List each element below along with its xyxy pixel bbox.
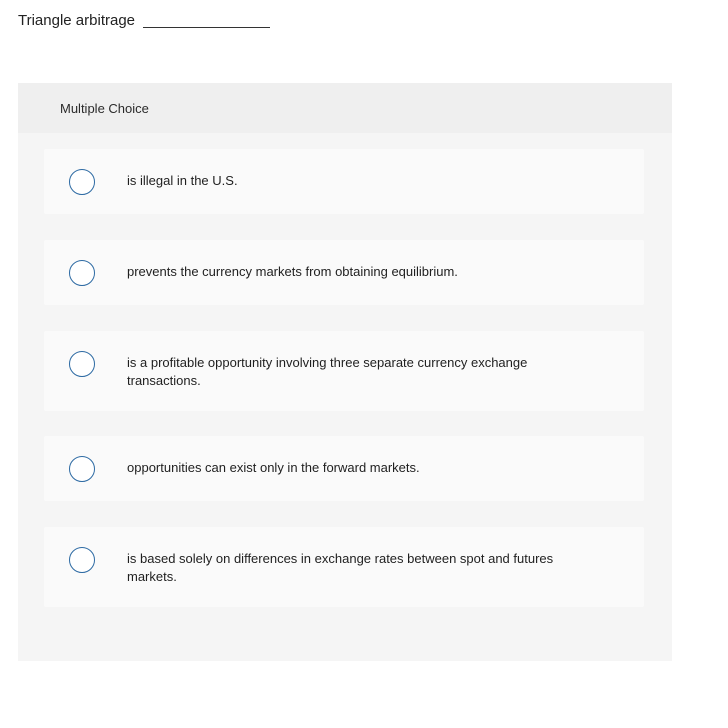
- question-text: Triangle arbitrage: [18, 12, 136, 29]
- radio-button[interactable]: [69, 169, 95, 195]
- option-label: opportunities can exist only in the forward markets.: [127, 460, 420, 475]
- multiple-choice-options: [18, 133, 672, 661]
- option-label: prevents the currency markets from obtaining equilibrium.: [127, 264, 458, 279]
- radio-button[interactable]: [69, 260, 95, 286]
- multiple-choice-panel: [18, 83, 672, 661]
- multiple-choice-label: Multiple Choice: [60, 100, 149, 116]
- option-1[interactable]: [44, 149, 644, 214]
- radio-button[interactable]: [69, 351, 95, 377]
- option-label: is based solely on differences in exchange rates between spot and futures markets.: [127, 551, 554, 584]
- option-2[interactable]: [44, 240, 644, 305]
- option-5[interactable]: [44, 527, 644, 607]
- option-3[interactable]: [44, 331, 644, 411]
- question-prompt: [18, 11, 270, 31]
- option-label: is a profitable opportunity involving three separate currency exchange transactions.: [127, 355, 528, 388]
- radio-button[interactable]: [69, 547, 95, 573]
- radio-button[interactable]: [69, 456, 95, 482]
- multiple-choice-header: [18, 83, 672, 133]
- option-4[interactable]: [44, 436, 644, 501]
- option-label: is illegal in the U.S.: [127, 173, 238, 188]
- answer-blank: [143, 26, 270, 28]
